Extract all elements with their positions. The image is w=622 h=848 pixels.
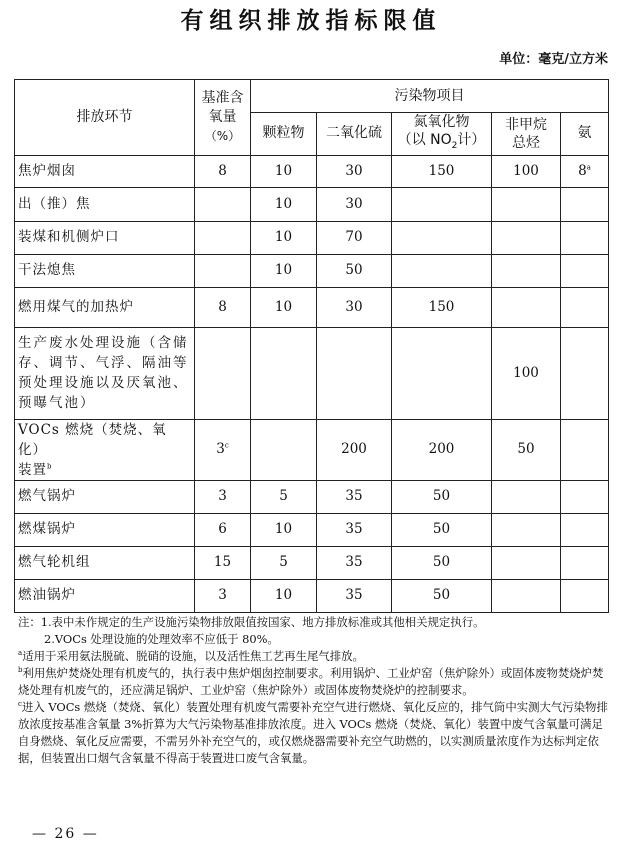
cell-nox [392,187,492,221]
cell-ammonia [561,221,609,254]
cell-nox: 150 [392,287,492,327]
table-row [15,327,609,419]
cell-so2: 200 [317,419,392,480]
cell-oxygen: 8 [195,155,251,187]
cell-so2: 35 [317,579,392,612]
row-name: 生产废水处理设施（含储 存、调节、气浮、隔油等 预处理设施以及厌氧池、 预曝气池） [15,327,195,419]
cell-particulate: 10 [251,221,317,254]
cell-particulate: 10 [251,155,317,187]
cell-ammonia [561,546,609,579]
cell-so2: 30 [317,287,392,327]
cell-nox: 50 [392,513,492,546]
cell-particulate: 5 [251,546,317,579]
cell-particulate: 10 [251,513,317,546]
header-nmhc: 非甲烷 总烃 [492,113,561,156]
footnote-mark-c: c [224,441,229,450]
cell-nox [392,327,492,419]
note-1: 注：1.表中未作规定的生产设施污染物排放限值按国家、地方排放标准或其他相关规定执行。 [18,615,485,629]
row-name: 燃用煤气的加热炉 [15,287,195,327]
cell-ammonia: 8$^a$ [561,155,609,187]
footnote-mark-a: a [586,163,591,172]
note-b: $^b$利用焦炉焚烧处理有机废气的，执行表中焦炉烟囱控制要求。利用锅炉、工业炉窑（焦炉除外）或固体废物焚烧炉焚烧处理有机废气的，还应满足锅炉、工业炉窑（焦炉除外）或固体废物焚烧炉的控制要求。 [18,666,604,697]
cell-nmhc: 100 [492,327,561,419]
cell-so2: 35 [317,480,392,513]
cell-oxygen [195,221,251,254]
cell-nox: 150 [392,155,492,187]
cell-so2 [317,327,392,419]
emission-limits-table [14,79,609,613]
cell-nox [392,254,492,287]
cell-ammonia [561,579,609,612]
table-row [15,480,609,513]
cell-oxygen [195,254,251,287]
row-name: 燃煤锅炉 [15,513,195,546]
table-row [15,419,609,480]
cell-ammonia [561,513,609,546]
row-name: 燃气轮机组 [15,546,195,579]
header-oxygen: 基准含 氧量 （%） [195,80,251,156]
cell-nox: 50 [392,579,492,612]
cell-oxygen: 8 [195,287,251,327]
cell-oxygen [195,187,251,221]
table-notes [18,614,612,767]
table-row [15,155,609,187]
note-a: $^a$适用于采用氨法脱硫、脱硝的设施，以及活性焦工艺再生尾气排放。 [18,649,364,663]
table-row [15,287,609,327]
note-2: 2.VOCs 处理设施的处理效率不应低于 80%。 [44,632,279,646]
header-nox: 氮氧化物 （以 $NO_2$计） [392,113,492,156]
cell-oxygen: 6 [195,513,251,546]
cell-nmhc [492,480,561,513]
cell-oxygen: 3$^c$ [195,419,251,480]
cell-particulate [251,419,317,480]
cell-nmhc [492,287,561,327]
cell-nmhc [492,187,561,221]
table-row [15,579,609,612]
cell-oxygen: 3 [195,579,251,612]
header-particulate: 颗粒物 [251,113,317,156]
cell-ammonia [561,419,609,480]
row-name: 燃气锅炉 [15,480,195,513]
cell-nox: 50 [392,480,492,513]
table-row [15,254,609,287]
cell-nmhc [492,221,561,254]
table-row [15,221,609,254]
cell-particulate: 10 [251,287,317,327]
cell-particulate: 10 [251,579,317,612]
cell-ammonia [561,327,609,419]
row-name: VOCs 燃烧（焚烧、氧化） 装置$^b$ [15,419,195,480]
cell-oxygen: 3 [195,480,251,513]
cell-so2: 70 [317,221,392,254]
header-so2: 二氧化硫 [317,113,392,156]
cell-nmhc: 100 [492,155,561,187]
page-number: — 26 — [32,826,99,842]
header-ammonia: 氨 [561,113,609,156]
cell-nmhc: 50 [492,419,561,480]
cell-nmhc [492,513,561,546]
cell-nmhc [492,579,561,612]
note-c: $^c$进入 VOCs 燃烧（焚烧、氧化）装置处理有机废气需要补充空气进行燃烧、氧化反应的，排气筒中实测大气污染物排放浓度按基准含氧量 3%折算为大气污染物基准排放浓度。进入 VOCs 燃烧（焚烧、氧化）装置中废气含氧量可满足自身燃烧、氧化反应需要，不需另外补充空气的，或仅燃烧器需要补充空气助燃的，以实测质量浓度作为达标判定依据，但装置出口烟气含氧量不得高于装置进口废气含氧量。 [18,700,608,765]
cell-so2: 35 [317,513,392,546]
footnote-mark-b: b [47,462,53,471]
cell-nox: 200 [392,419,492,480]
cell-particulate: 10 [251,187,317,221]
cell-oxygen: 15 [195,546,251,579]
row-name: 焦炉烟囱 [15,155,195,187]
cell-particulate: 5 [251,480,317,513]
cell-particulate: 10 [251,254,317,287]
cell-nmhc [492,254,561,287]
cell-so2: 30 [317,187,392,221]
cell-ammonia [561,254,609,287]
cell-so2: 35 [317,546,392,579]
row-name: 干法熄焦 [15,254,195,287]
cell-so2: 50 [317,254,392,287]
table-row [15,546,609,579]
cell-particulate [251,327,317,419]
page-title: 有组织排放指标限值 [180,8,442,34]
row-name: 装煤和机侧炉口 [15,221,195,254]
row-name: 出（推）焦 [15,187,195,221]
header-pollutants: 污染物项目 [251,80,609,113]
cell-so2: 30 [317,155,392,187]
table-row [15,187,609,221]
header-stage: 排放环节 [15,80,195,156]
cell-nox: 50 [392,546,492,579]
cell-nmhc [492,546,561,579]
cell-nox [392,221,492,254]
table-row [15,513,609,546]
cell-ammonia [561,287,609,327]
cell-ammonia [561,187,609,221]
row-name: 燃油锅炉 [15,579,195,612]
unit-label: 单位：毫克/立方米 [499,52,608,67]
cell-oxygen [195,327,251,419]
cell-ammonia [561,480,609,513]
